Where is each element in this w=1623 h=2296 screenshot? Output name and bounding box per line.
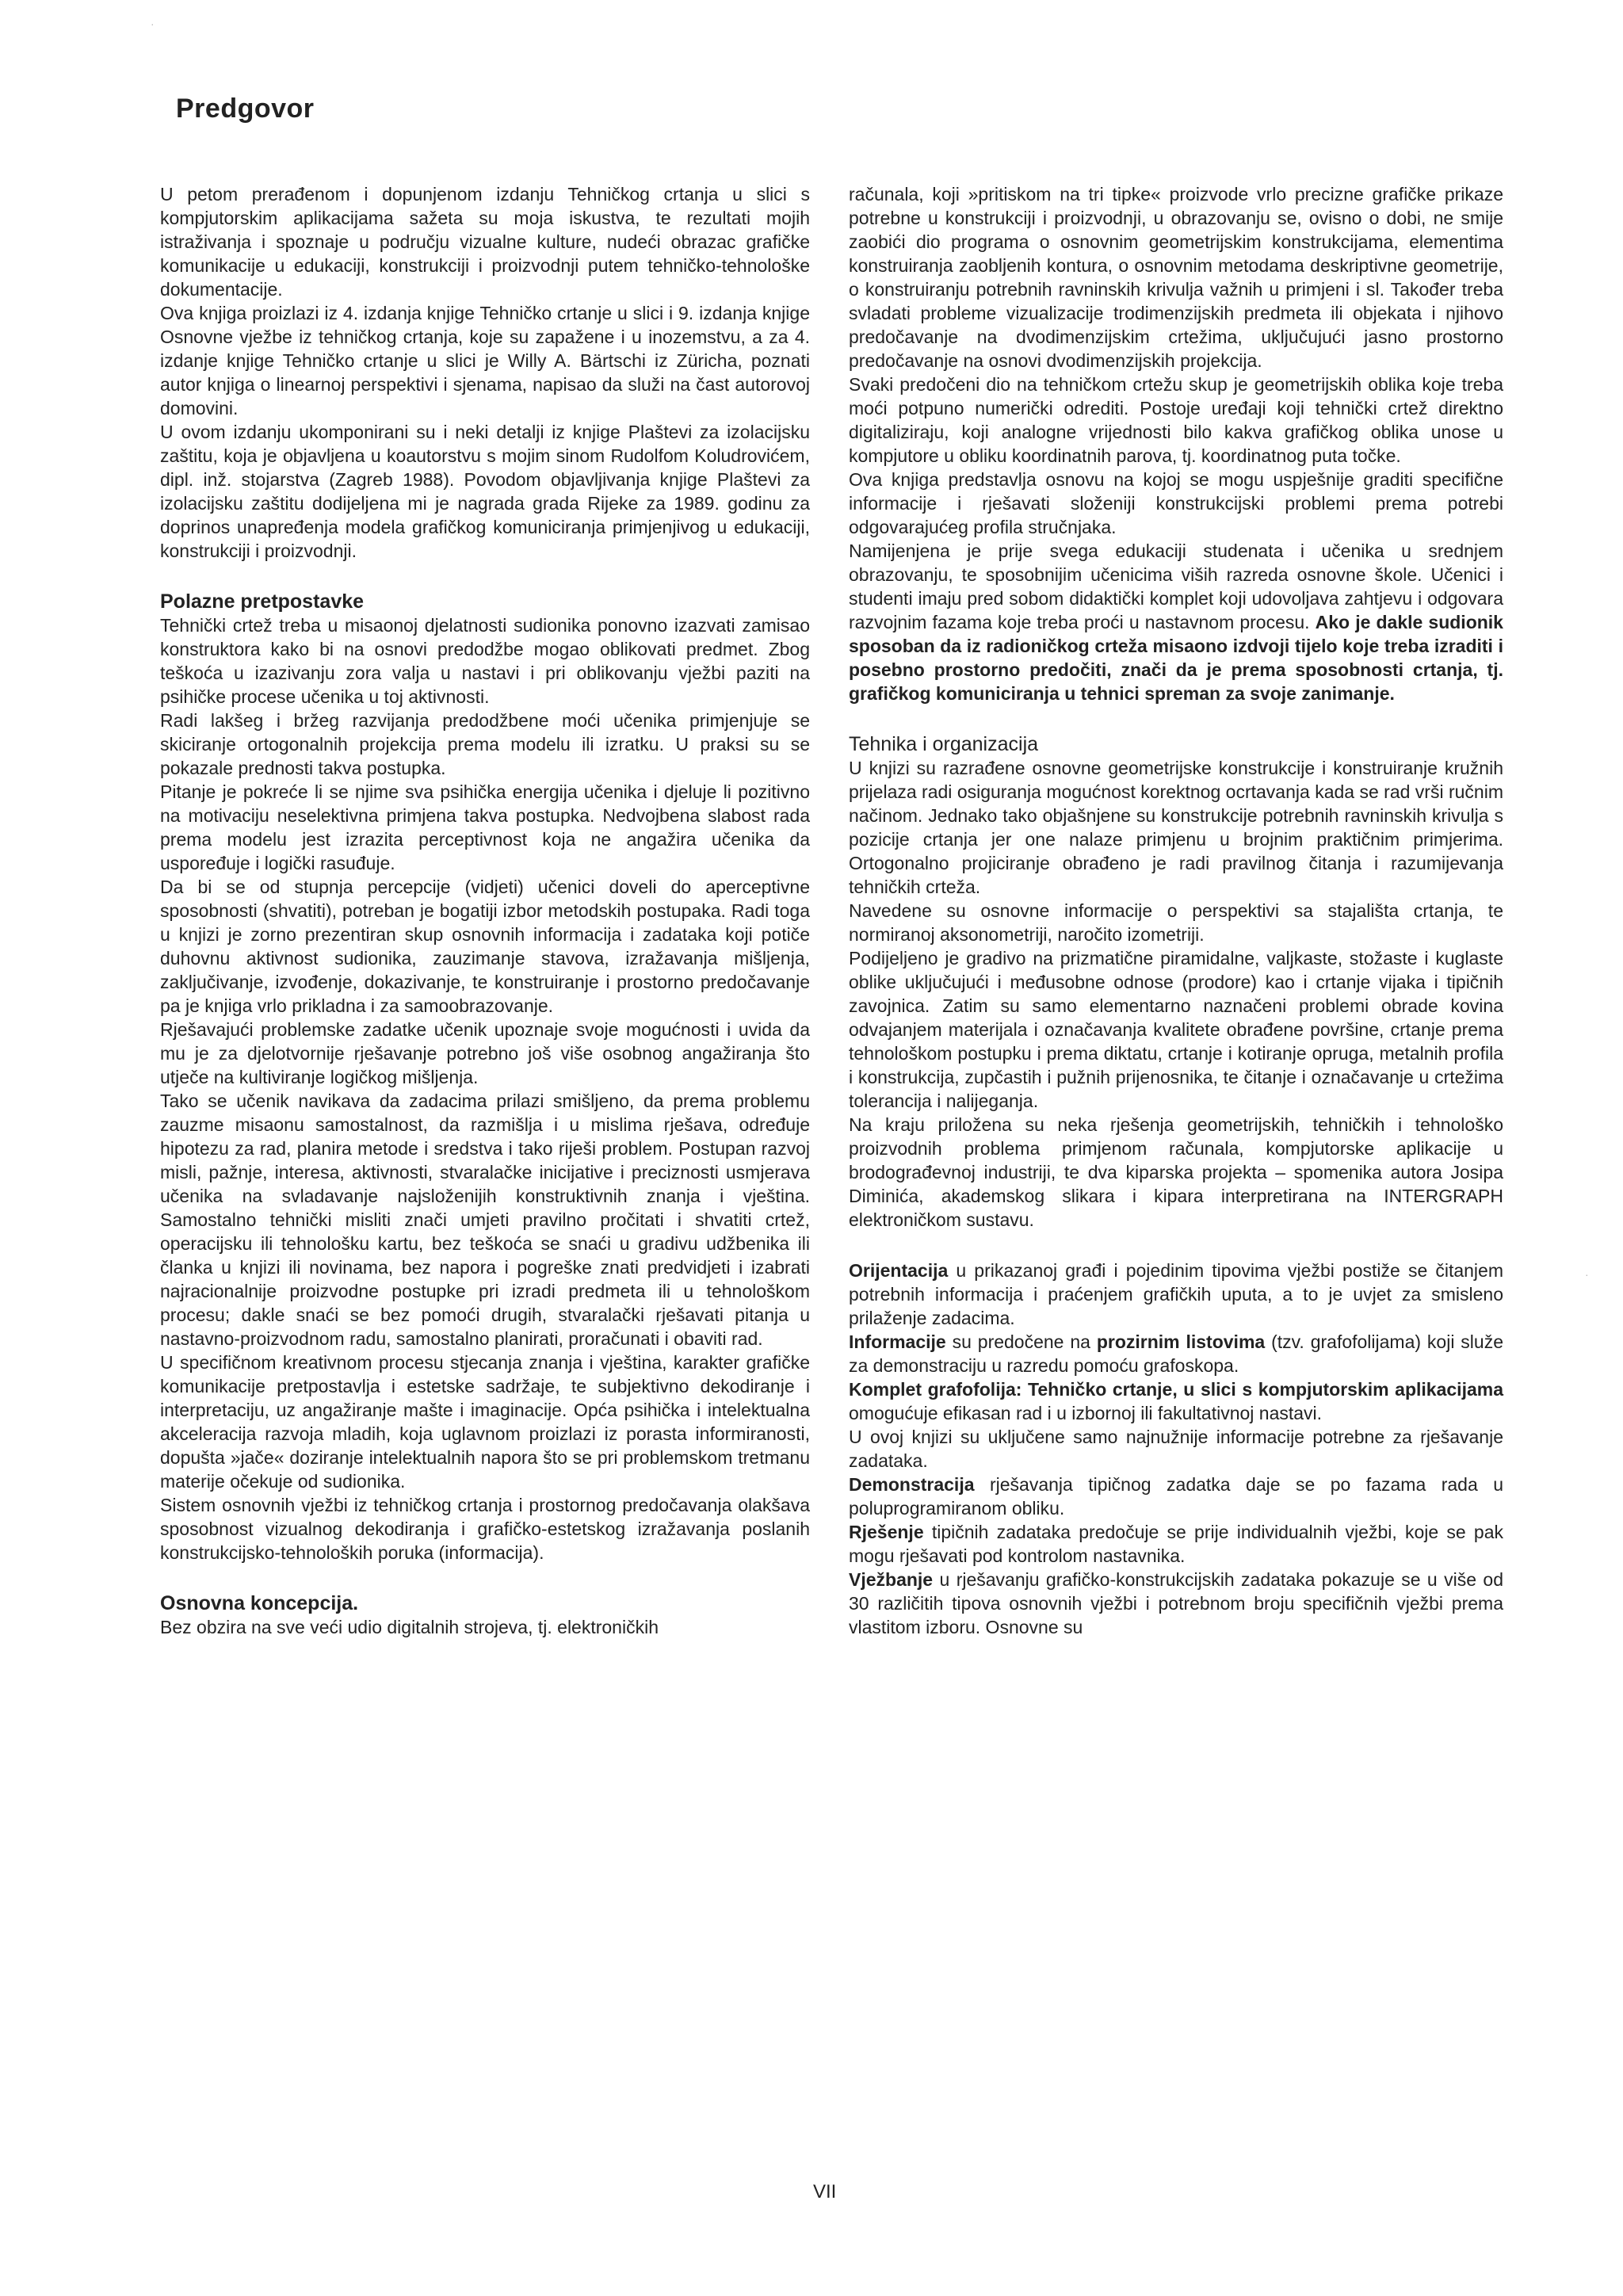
paragraph: Rješavajući problemske zadatke učenik upoznaje svoje mogućnosti i uvida da mu je za djelotvornije rješavanje potrebno još više osobnog angažiranja što utječe na kultiviranje logičkog mišljenja.: [160, 1019, 810, 1087]
section-heading: Osnovna koncepcija.: [160, 1592, 359, 1614]
paragraph: [849, 1377, 1503, 1425]
section-heading: Polazne pretpostavke: [160, 590, 365, 613]
paragraph: Radi lakšeg i bržeg razvijanja predodžbene moći učenika primjenjuje se skiciranje ortogonalnih projekcija prema modelu ili izratku. U praksi su se pokazale prednosti takva postupka.: [160, 710, 810, 778]
paragraph: [849, 1259, 1503, 1330]
paragraph-lead-term: Rješenje: [849, 1522, 924, 1542]
section-spacer: [849, 1232, 1503, 1259]
paragraph-text: tipičnih zadataka predočuje se prije individualnih vježbi, koje se pak mogu rješavati pod kontrolom nastavnika.: [849, 1522, 1503, 1566]
paragraph-lead-term: Demonstracija: [849, 1474, 975, 1495]
paragraph: [849, 539, 1503, 705]
page-title: Predgovor: [176, 94, 315, 124]
paragraph-text: u rješavanju grafičko-konstrukcijskih zadataka pokazuje se u više od 30 različitih tipova osnovnih vježbi i potrebnom broju specifičnih vježbi prema vlastitom izboru. Osnovne su: [849, 1569, 1503, 1637]
paragraph: Navedene su osnovne informacije o perspektivi sa stajališta crtanja, te normiranoj aksonometriji, naročito izometriji.: [849, 900, 1503, 945]
paragraph: U knjizi su razrađene osnovne geometrijske konstrukcije i konstruiranje kružnih prijelaza radi osiguranja mogućnost korektnog ocrtavanja kada se rad vrši ručnim načinom. Jednako tako objašnjene su konstrukcije potrebnih ravninskih krivulja s pozicije crtanja jer one nalaze primjenu u brojnim praktičnim primjerima. Ortogonalno projiciranje obrađeno je radi pravilnog čitanja i razumijevanja tehničkih crteža.: [849, 758, 1503, 897]
paragraph: Pitanje je pokreće li se njime sva psihička energija učenika i djeluje li pozitivno na motivaciju neselektivna primjena takva postupka. Nedvojbena slabost rada prema modelu jest izrazita perceptivnost koja ne angažira učenika da uspoređuje i logički rasuđuje.: [160, 781, 810, 873]
paragraph: U ovoj knjizi su uključene samo najnužnije informacije potrebne za rješavanje zadataka.: [849, 1427, 1503, 1471]
page-number: VII: [813, 2181, 837, 2202]
paragraph: U ovom izdanju ukomponirani su i neki detalji iz knjige Plaštevi za izolacijsku zaštitu, koja je objavljena u koautorstvu s mojim sinom Rudolfom Koludrovićem, dipl. inž. stojarstva (Zagreb 1988). Povodom objavljivanja knjige Plaštevi za izolacijsku zaštitu dodijeljena mi je nagrada grada Rijeke za 1989. godinu za doprinos unapređenja modela grafičkog komuniciranja primjenjivog u edukaciji, konstrukciji i proizvodnji.: [160, 422, 810, 561]
paragraph-text: Namijenjena je prije svega edukaciji studenata i učenika u srednjem obrazovanju, te sposobnijim učenicima viših razreda osnovne škole. Učenici i studenti imaju pred sobom didaktički komplet koji udovoljava zahtjevu i odgovara razvojnim fazama koje treba proći u nastavnom procesu.: [849, 541, 1503, 632]
paragraph: U petom prerađenom i dopunjenom izdanju Tehničkog crtanja u slici s kompjutorskim aplikacijama sažeta su moja iskustva, te rezultati mojih istraživanja i spoznaje u području vizualne kulture, nudeći obrazac grafičke komunikacije u edukaciji, konstrukciji i proizvodnji putem tehničko-tehnološke dokumentacije.: [160, 184, 810, 300]
paragraph: Ova knjiga predstavlja osnovu na kojoj se mogu uspješnije graditi specifične informacije i rješavati složeniji konstrukcijski problemi prema potrebi odgovarajućeg profila stručnjaka.: [849, 469, 1503, 537]
paragraph-lead-term: Vježbanje: [849, 1569, 934, 1590]
paragraph: Sistem osnovnih vježbi iz tehničkog crtanja i prostornog predočavanja olakšava sposobnost vizualnog dekodiranja i grafičko-estetskog izražavanja poslanih konstrukcijsko-tehnoloških poruka (informacija).: [160, 1495, 810, 1563]
paragraph: Podijeljeno je gradivo na prizmatične piramidalne, valjkaste, stožaste i kuglaste oblike uključujući i međusobne odnose (prodore) kao i crtanje vijaka i tipičnih zavojnica. Zatim su samo elementarno naznačeni problemi obrade kovina odvajanjem materijala i označavanja kvalitete obrađene površine, crtanje prema tehnološkom postupku i prema diktatu, crtanje i kotiranje opruga, metalnih profila i konstrukcija, zupčastih i pužnih prijenosnika, te čitanje i označavanje u crtežima tolerancija i nalijeganja.: [849, 948, 1503, 1111]
paragraph-lead-term: Orijentacija: [849, 1260, 949, 1281]
left-column: [160, 182, 810, 1639]
paragraph: U specifičnom kreativnom procesu stjecanja znanja i vještina, karakter grafičke komunikacije pretpostavlja i estetske sadržaje, te subjektivno dekodiranje i interpretaciju, uz angažiranje mašte i imaginacije. Opća psihička i intelektualna akceleracija razvoja mladih, koja uglavnom proizlazi iz porasta informiranosti, dopušta »jače« doziranje intelektualnih napora što se pri problemskom tretmanu materije očekuje od sudionika.: [160, 1352, 810, 1492]
scan-speck: ·: [1585, 1268, 1589, 1281]
paragraph: [849, 1330, 1503, 1377]
paragraph: Ova knjiga proizlazi iz 4. izdanja knjige Tehničko crtanje u slici i 9. izdanja knjige Osnovne vježbe iz tehničkog crtanja, koje su zapažene i u inozemstvu, a za 4. izdanje knjige Tehničko crtanje u slici je Willy A. Bärtschi iz Züricha, poznati autor knjiga o linearnoj perspektivi i sjenama, napisao da služi na čast autorovoj domovini.: [160, 303, 810, 418]
paragraph: [849, 1520, 1503, 1568]
paragraph: računala, koji »pritiskom na tri tipke« proizvode vrlo precizne grafičke prikaze potrebne u konstrukciji i proizvodnji, u obrazovanju se, ovisno o dobi, ne smije zaobići dio programa o osnovnim geometrijskim konstrukcijama, elementima konstruiranja zaobljenih kontura, o osnovnim metodama deskriptivne geometrije, o konstruiranju potrebnih ravninskih krivulja važnih u primjeni i sl. Također treba svladati probleme vizualizacije trodimenzijskih predmeta ili objekata i njihovo predočavanje na dvodimenzijskim crtežima, uključujući jasno prostorno predočavanje na osnovi dvodimenzijskih projekcija.: [849, 184, 1503, 371]
paragraph-text: su predočene na: [945, 1331, 1097, 1352]
scan-speck: ·: [151, 17, 155, 30]
paragraph-text: (tzv. grafofolijama) koji služe za demonstraciju u razredu pomoću grafoskopa.: [849, 1331, 1504, 1376]
paragraph-text: u prikazanoj građi i pojedinim tipovima vježbi postiže se čitanjem potrebnih informacija i praćenjem grafičkih uputa, a to je uvjet za smisleno prilaženje zadacima.: [849, 1260, 1503, 1328]
paragraph-text: omogućuje efikasan rad i u izbornoj ili fakultativnoj nastavi.: [849, 1403, 1323, 1423]
section-heading: Tehnika i organizacija: [849, 733, 1039, 755]
paragraph: Na kraju priložena su neka rješenja geometrijskih, tehničkih i tehnološko proizvodnih problema primjenom računala, kompjutorske aplikacije u brodograđevnoj industriji, te dva kiparska projekta – spomenika autora Josipa Diminića, akademskog slikara i kipara interpretirana na INTERGRAPH elektroničkom sustavu.: [849, 1114, 1503, 1230]
paragraph: [849, 1473, 1503, 1520]
paragraph-text: rješavanja tipičnog zadatka daje se po fazama rada u poluprogramiranom obliku.: [849, 1474, 1503, 1519]
paragraph-lead-term: Komplet grafofolija: Tehničko crtanje, u slici s kompjutorskim aplikacijama: [849, 1379, 1503, 1400]
paragraph-emphasis: Ako je dakle sudionik sposoban da iz radioničkog crteža misaono izdvoji tijelo koje treba izraditi i posebno prostorno predočiti, znači da je prema sposobnosti crtanja, tj. grafičkog komuniciranja u tehnici spreman za svoje zanimanje.: [849, 612, 1503, 704]
paragraph: Da bi se od stupnja percepcije (vidjeti) učenici doveli do aperceptivne sposobnosti (shvatiti), potreban je bogatiji izbor metodskih postupaka. Radi toga u knjizi je zorno prezentiran skup osnovnih informacija i zadataka koji potiče duhovnu aktivnost sudionika, zauzimanje stavova, izražavanja mišljenja, zaključivanje, izvođenje, dokazivanje, te konstruiranje i prostorno predočavanje pa je knjiga vrlo prikladna i za samoobrazovanje.: [160, 877, 810, 1016]
right-column: [849, 182, 1503, 1639]
paragraph: [849, 1568, 1503, 1639]
paragraph-emphasis: prozirnim listovima: [1096, 1331, 1266, 1352]
paragraph: Tehnički crtež treba u misaonoj djelatnosti sudionika ponovno izazvati zamisao konstruktora kako bi na osnovi predodžbe mogao oblikovati predmet. Zbog teškoća u izazivanju zora valja u nastavi i pri oblikovanju vježbi paziti na psihičke procese učenika u toj aktivnosti.: [160, 615, 810, 707]
paragraph-lead-term: Informacije: [849, 1331, 946, 1352]
paragraph: Bez obzira na sve veći udio digitalnih strojeva, tj. elektroničkih: [160, 1617, 659, 1637]
paragraph: Tako se učenik navikava da zadacima prilazi smišljeno, da prema problemu zauzme misaonu samostalnost, da razmišlja i u mislima rješava, određuje hipotezu za rad, planira metode i sredstva i tako riješi problem. Postupan razvoj misli, pažnje, interesa, aktivnosti, stvaralačke inicijative i preciznosti usmjerava učenika na svladavanje najsloženijih konstruktivnih znanja i vještina. Samostalno tehnički misliti znači umjeti pravilno pročitati i shvatiti crtež, operacijsku ili tehnološku kartu, bez teškoća se snaći u gradivu udžbenika ili članka u knjizi ili novinama, bez napora i pogreške znati predvidjeti i izabrati najracionalnije proizvodne postupke pri izradi predmeta ili u tehnološkom procesu; dakle snaći se bez pomoći drugih, stvaralački rješavati pitanja u nastavno-proizvodnom radu, samostalno planirati, proračunati i obaviti rad.: [160, 1091, 810, 1349]
paragraph: Svaki predočeni dio na tehničkom crtežu skup je geometrijskih oblika koje treba moći potpuno numerički odrediti. Postoje uređaji koji tehnički crtež direktno digitaliziraju, koji analogne vrijednosti bilo kakva grafičkog oblika unose u kompjutore u obliku koordinatnih parova, tj. koordinatnog puta točke.: [849, 374, 1503, 466]
